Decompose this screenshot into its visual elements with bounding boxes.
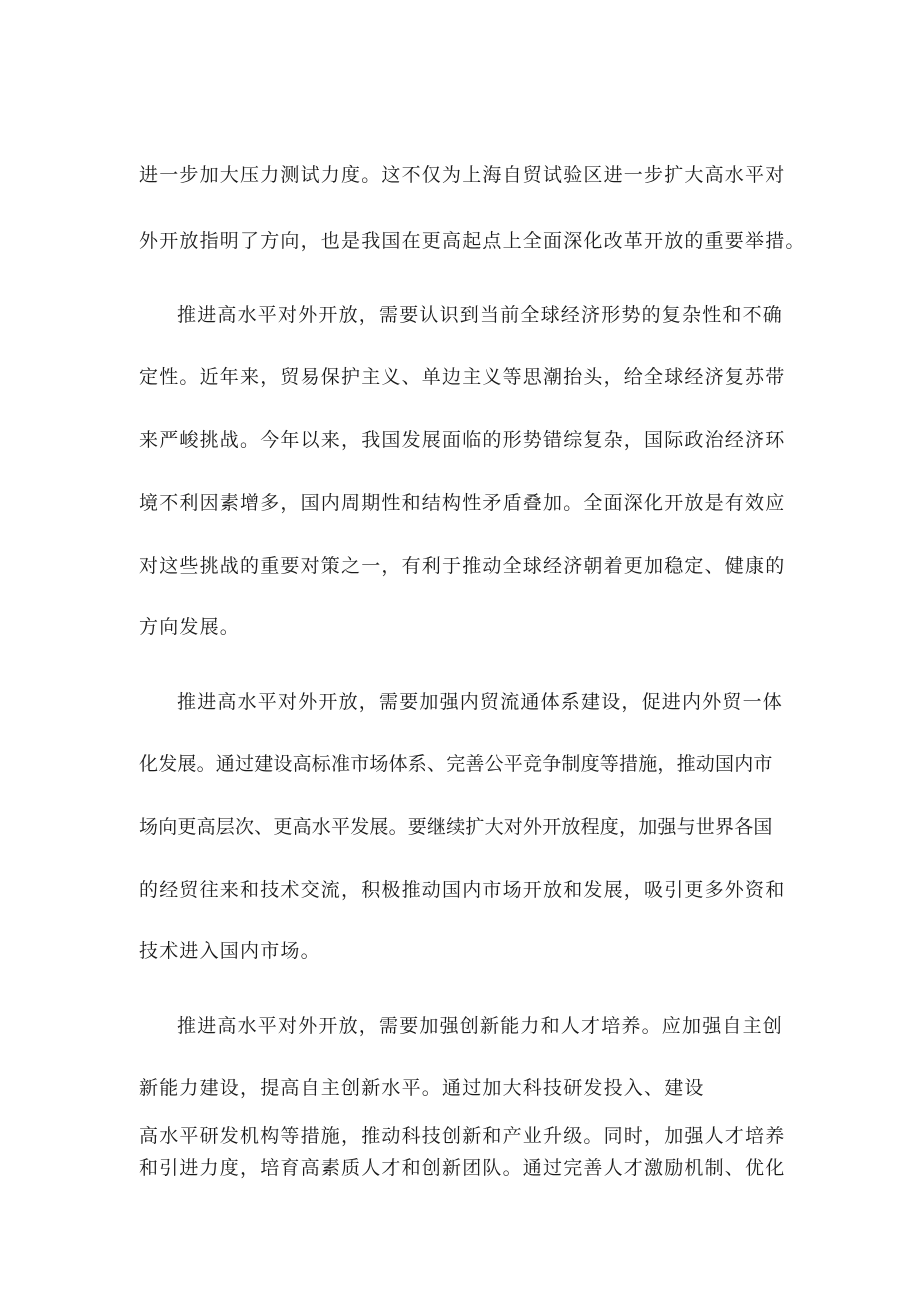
paragraph-first-line: 推进高水平对外开放，需要认识到当前全球经济形势的复杂性和不确 <box>177 304 784 326</box>
text-line: 新能力建设，提高自主创新水平。通过加大科技研发投入、建设 <box>139 1077 705 1099</box>
text-line: 境不利因素增多，国内周期性和结构性矛盾叠加。全面深化开放是有效应 <box>139 492 786 514</box>
text-line: 外开放指明了方向，也是我国在更高起点上全面深化改革开放的重要举措。 <box>139 230 806 252</box>
text-line: 方向发展。 <box>139 616 241 638</box>
text-line: 对这些挑战的重要对策之一，有利于推动全球经济朝着更加稳定、健康的 <box>139 555 786 577</box>
paragraph-first-line: 推进高水平对外开放，需要加强内贸流通体系建设，促进内外贸一体 <box>177 691 784 713</box>
text-line: 的经贸往来和技术交流，积极推动国内市场开放和发展，吸引更多外资和 <box>139 879 786 901</box>
text-line: 定性。近年来，贸易保护主义、单边主义等思潮抬头，给全球经济复苏带 <box>139 366 786 388</box>
text-line: 技术进入国内市场。 <box>139 940 321 962</box>
text-line: 场向更高层次、更高水平发展。要继续扩大对外开放程度，加强与世界各国 <box>139 816 773 838</box>
text-line: 化发展。通过建设高标准市场体系、完善公平竞争制度等措施，推动国内市 <box>139 753 773 775</box>
text-line: 高水平研发机构等措施，推动科技创新和产业升级。同时，加强人才培养 <box>139 1125 786 1147</box>
paragraph-first-line: 推进高水平对外开放，需要加强创新能力和人才培养。应加强自主创 <box>177 1015 784 1037</box>
text-line: 来严峻挑战。今年以来，我国发展面临的形势错综复杂，国际政治经济环 <box>139 429 786 451</box>
text-line: 进一步加大压力测试力度。这不仅为上海自贸试验区进一步扩大高水平对 <box>139 164 786 186</box>
text-line: 和引进力度，培育高素质人才和创新团队。通过完善人才激励机制、优化 <box>139 1157 786 1179</box>
